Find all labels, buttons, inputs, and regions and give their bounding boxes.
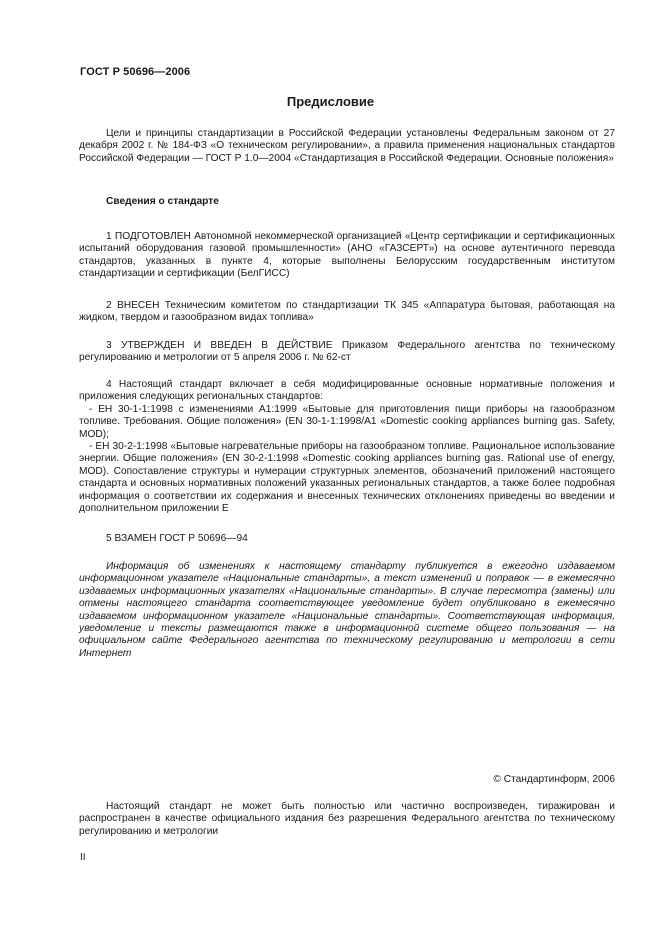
item-1-block <box>79 231 615 281</box>
section-subheading: Сведения о стандарте <box>106 196 219 207</box>
item-4-standard-2: - ЕН 30-2-1:1998 «Бытовые нагревательные приборы на газообразном топливе. Рациональное использование энергии. Общие положения» (EN 30-2-1:1998 «Domestic cooking appliances burning gas. Rational use of energy, MOD). Сопоставление структуры и нумерации структурных элементов, обозначений приложений настоящего стандарта и основных нормативных положений указанных региональных стандартов, а также более подробная информация о соответствии их содержания и внесенных технических отклонениях приведены во введении и дополнительном приложении Е <box>79 441 615 515</box>
document-header: ГОСТ Р 50696—2006 <box>80 66 191 78</box>
item-1-text: 1 ПОДГОТОВЛЕН Автономной некоммерческой организацией «Центр сертификации и сертификационных испытаний оборудования газовой промышленности» (АНО «ГАЗСЕРТ») на основе аутентичного перевода стандартов, указанных в пункте 4, которые выполнены Белорусским государственным институтом стандартизации и сертификации (БелГИСС) <box>79 231 615 280</box>
item-2-text: 2 ВНЕСЕН Техническим комитетом по стандартизации ТК 345 «Аппаратура бытовая, работающая на жидком, твердом и газообразном видах топлива» <box>79 300 615 324</box>
footer-block <box>79 801 615 838</box>
item-2-block <box>79 300 615 325</box>
item-3-block <box>79 340 615 365</box>
item-4-intro: 4 Настоящий стандарт включает в себя модифицированные основные нормативные положения и приложения следующих региональных стандартов: <box>79 379 615 403</box>
notice-block <box>79 561 615 660</box>
intro-paragraph: Цели и принципы стандартизации в Российской Федерации установлены Федеральным законом от 27 декабря 2002 г. № 184-ФЗ «О техническом регулировании», а правила применения национальных стандартов Российской Федерации — ГОСТ Р 1.0—2004 «Стандартизация в Российской Федерации. Основные положения» <box>79 128 615 164</box>
item-3-text: 3 УТВЕРЖДЕН И ВВЕДЕН В ДЕЙСТВИЕ Приказом Федерального агентства по техническому регулированию и метрологии от 5 апреля 2006 г. № 62-ст <box>79 340 615 364</box>
notice-paragraph: Информация об изменениях к настоящему стандарту публикуется в ежегодно издаваемом информационном указателе «Национальные стандарты», а текст изменений и поправок — в ежемесячно издаваемых информационных указателях «Национальные стандарты». В случае пересмотра (замены) или отмены настоящего стандарта соответствующее уведомление будет опубликовано в ежемесячно издаваемом информационном указателе «Национальные стандарты». Соответствующая информация, уведомление и тексты размещаются также в информационной системе общего пользования — на официальном сайте Федерального агентства по техническому регулированию и метрологии в сети Интернет <box>79 561 615 659</box>
intro-paragraph-block <box>79 128 615 165</box>
item-4-standard-1: - ЕН 30-1-1:1998 с изменениями А1:1999 «Бытовые для приготовления пищи приборы на газообразном топливе. Требования. Общие положения» (EN 30-1-1:1998/A1 «Domestic cooking appliances burning gas. Safety, MOD); <box>79 403 615 440</box>
item-5-text: 5 ВЗАМЕН ГОСТ Р 50696—94 <box>106 533 248 544</box>
item-5-block <box>79 533 615 545</box>
copyright-line: © Стандартинформ, 2006 <box>493 774 615 785</box>
footer-paragraph: Настоящий стандарт не может быть полностью или частично воспроизведен, тиражирован и распространен в качестве официального издания без разрешения Федерального агентства по техническому регулированию и метрологии <box>79 801 615 837</box>
page-number: II <box>80 852 86 863</box>
item-4-block <box>79 379 615 515</box>
page-title: Предисловие <box>286 94 375 109</box>
